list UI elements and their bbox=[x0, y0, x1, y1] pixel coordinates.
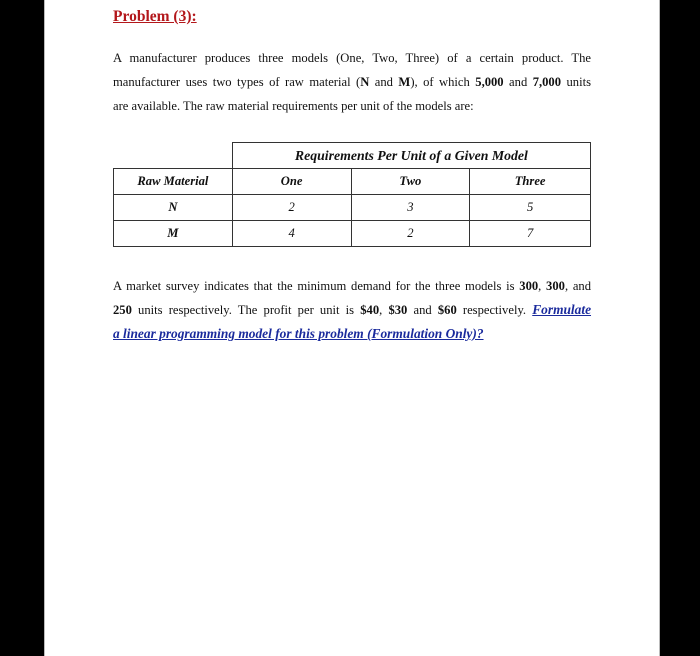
task-text-start: Formulate bbox=[532, 302, 592, 317]
table-group-header-row bbox=[114, 143, 591, 169]
material-cell: N bbox=[114, 195, 233, 221]
model-header-two: Two bbox=[351, 169, 470, 195]
survey-paragraph bbox=[113, 274, 591, 346]
group-header-cell: Requirements Per Unit of a Given Model bbox=[232, 143, 590, 169]
model-header-one: One bbox=[232, 169, 351, 195]
model-header-three: Three bbox=[470, 169, 591, 195]
requirements-table bbox=[113, 142, 591, 247]
intro-line-1: A manufacturer produces three models (One, Two, Three) of a certain product. The bbox=[113, 51, 591, 65]
table-header-row bbox=[114, 169, 591, 195]
intro-line-2: manufacturer uses two types of raw material (N and M), of which 5,000 and 7,000 units bbox=[113, 75, 591, 89]
value-cell: 4 bbox=[232, 221, 351, 247]
intro-paragraph bbox=[113, 46, 591, 118]
value-cell: 2 bbox=[232, 195, 351, 221]
task-text-end: a linear programming model for this problem (Formulation Only)? bbox=[113, 326, 484, 341]
value-cell: 7 bbox=[470, 221, 591, 247]
problem-title: Problem (3): bbox=[113, 8, 197, 25]
raw-material-header: Raw Material bbox=[114, 169, 233, 195]
survey-line-2: 250 units respectively. The profit per unit is $40, $30 and $60 respectively. Formulate bbox=[113, 302, 592, 317]
material-cell: M bbox=[114, 221, 233, 247]
table-row bbox=[114, 221, 591, 247]
document-page bbox=[44, 0, 660, 656]
value-cell: 3 bbox=[351, 195, 470, 221]
survey-line-3 bbox=[113, 322, 591, 346]
table-empty-cell bbox=[114, 143, 233, 169]
table-row bbox=[114, 195, 591, 221]
intro-line-3: are available. The raw material requirements per unit of the models are: bbox=[113, 99, 474, 113]
value-cell: 2 bbox=[351, 221, 470, 247]
value-cell: 5 bbox=[470, 195, 591, 221]
survey-line-1: A market survey indicates that the minimum demand for the three models is 300, 300, and bbox=[113, 279, 591, 293]
